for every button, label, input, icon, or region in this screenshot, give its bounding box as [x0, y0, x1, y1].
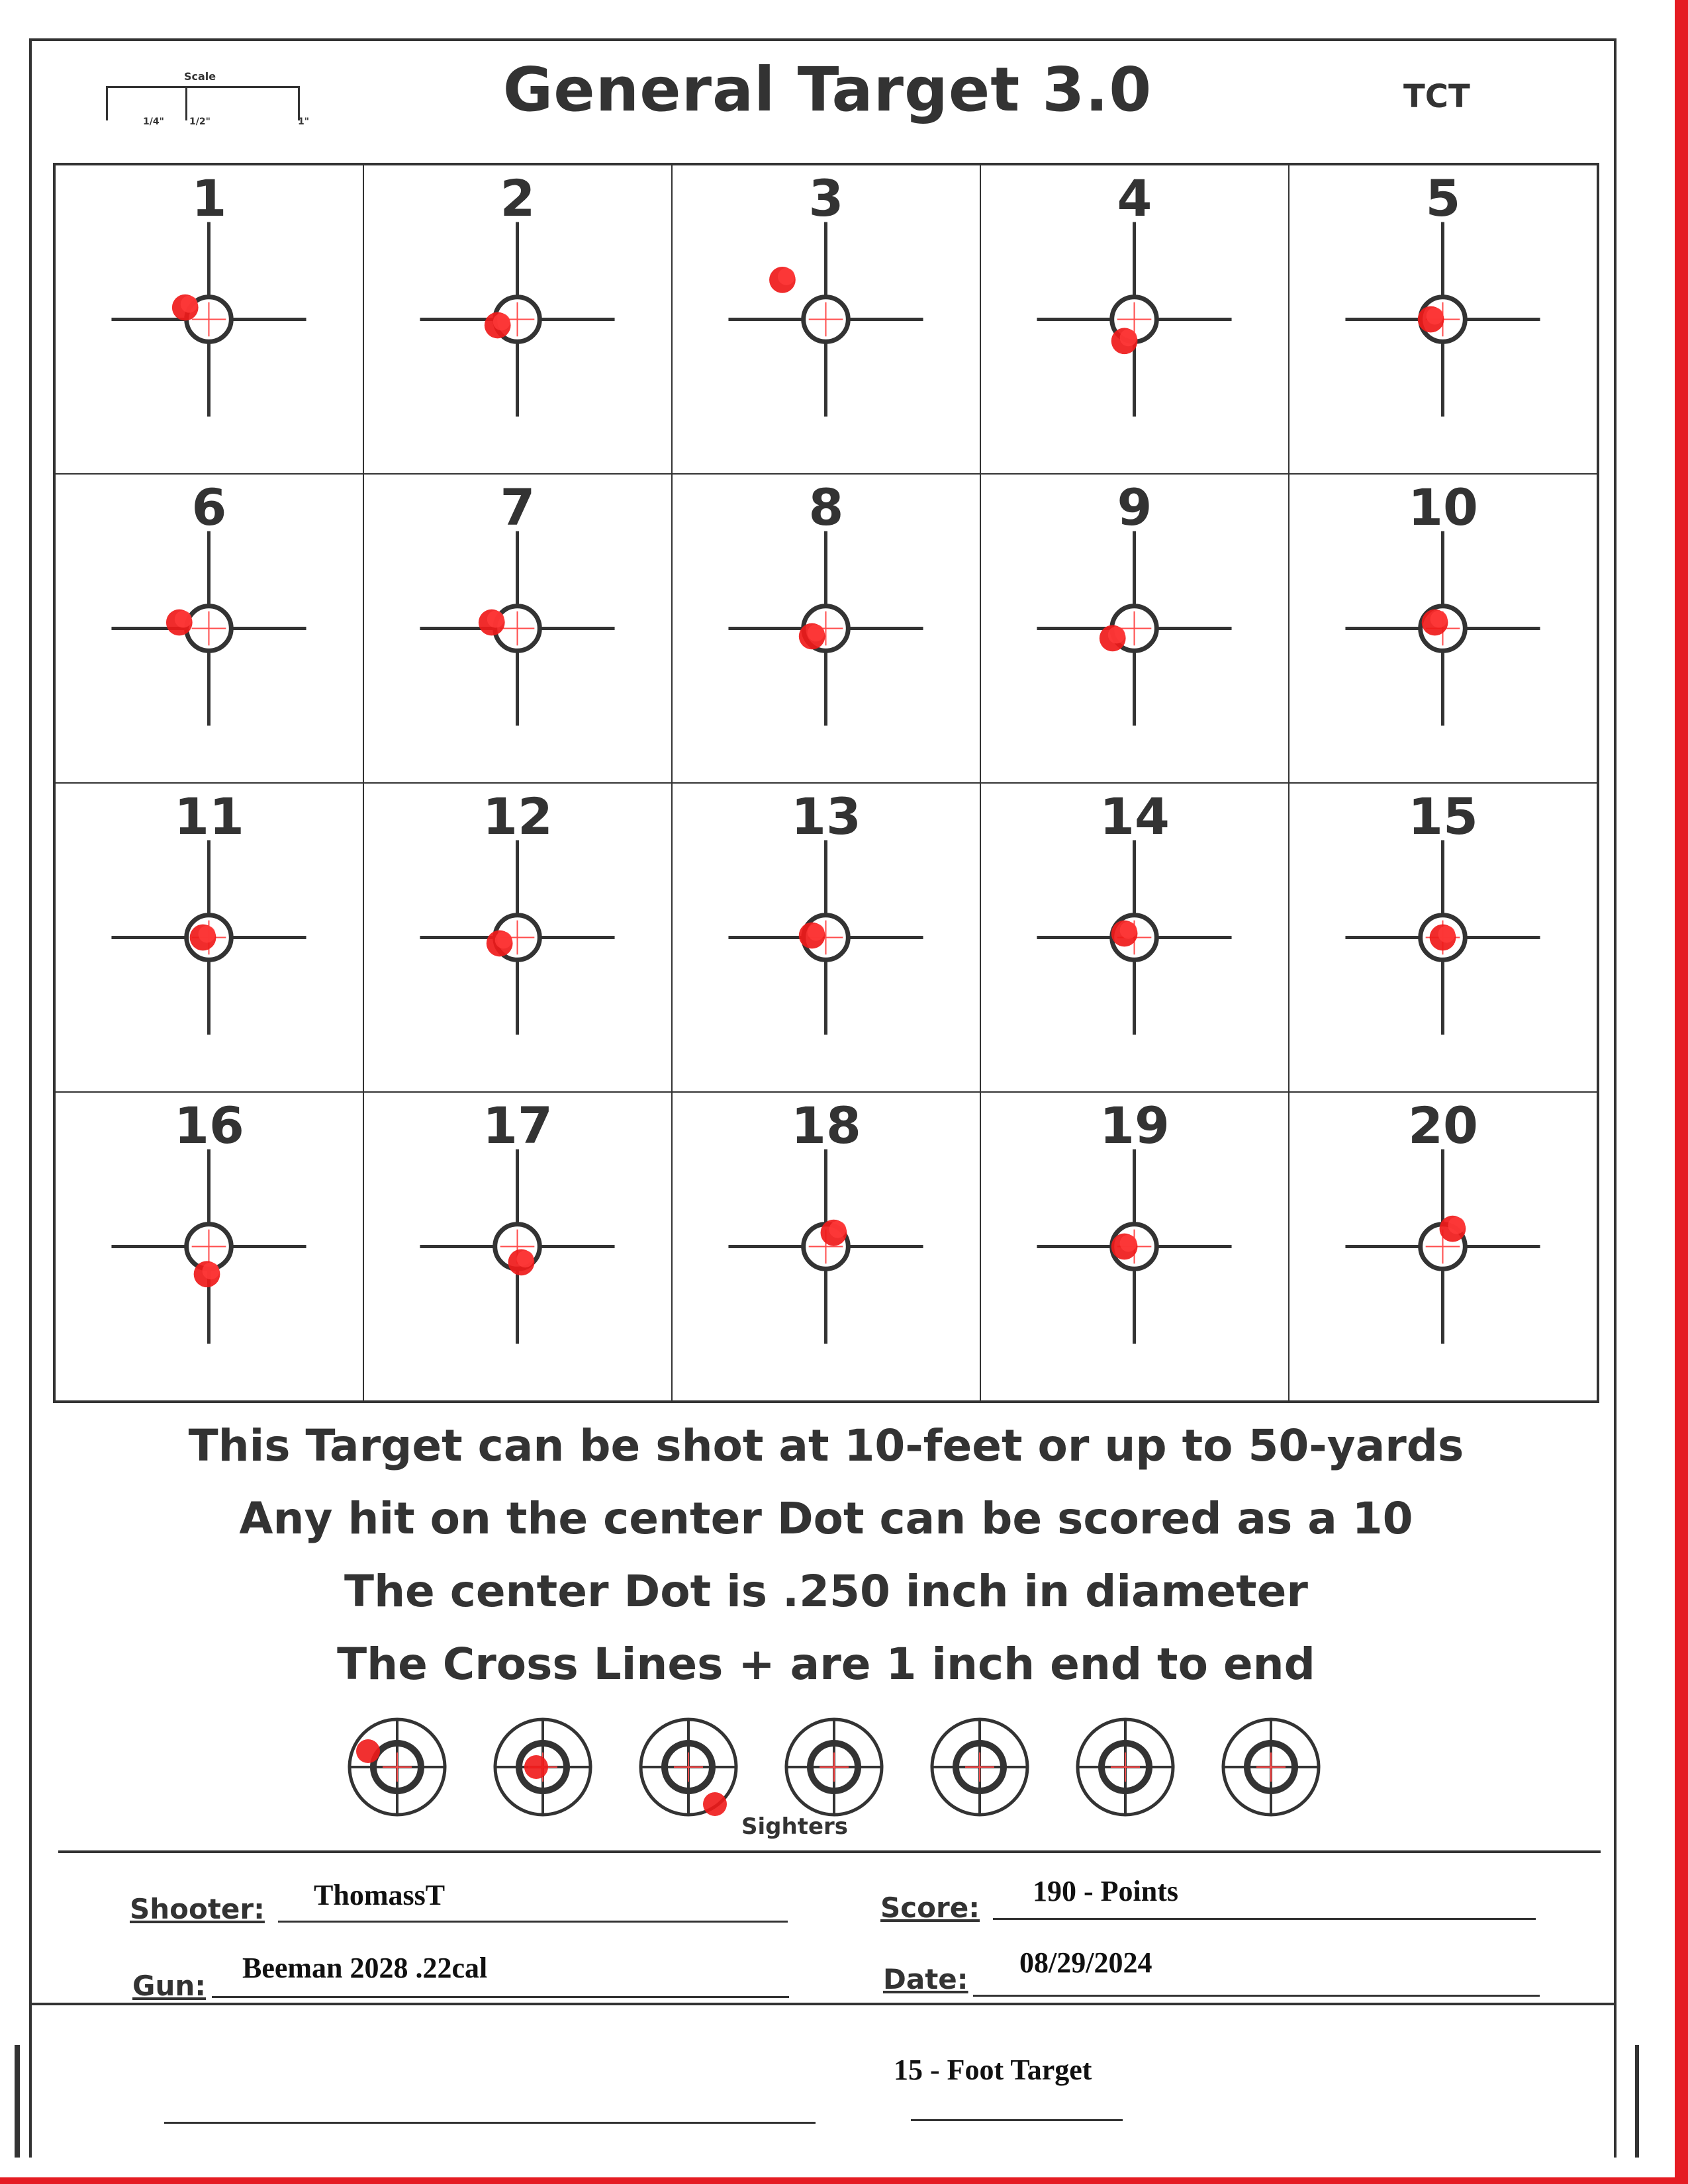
- target-crosshair: [673, 1093, 980, 1400]
- pellet-hit-fray: [199, 926, 216, 943]
- scale-tick: [185, 86, 187, 120]
- target-cell-19: [980, 1092, 1289, 1401]
- scale-ruler: [106, 66, 318, 132]
- scale-bar: [106, 86, 298, 88]
- date-label: Date:: [883, 1963, 968, 1995]
- target-number: 13: [791, 787, 861, 846]
- pellet-hit-fray: [1120, 1235, 1137, 1252]
- target-crosshair: [981, 165, 1288, 473]
- sighters-label: Sighters: [741, 1813, 849, 1840]
- pellet-hit-fray: [808, 924, 825, 941]
- red-edge-strip: [1675, 0, 1688, 2184]
- target-number: 15: [1408, 787, 1478, 846]
- score-label: Score:: [880, 1891, 980, 1924]
- gun-line: [212, 1996, 789, 1998]
- sheet-edge-right: [1614, 2005, 1619, 2158]
- date-value[interactable]: 08/29/2024: [1019, 1946, 1152, 1979]
- scale-tick-label: 1/2": [189, 116, 211, 127]
- target-cell-14: [980, 783, 1289, 1092]
- target-number: 2: [500, 169, 536, 228]
- target-crosshair: [673, 475, 980, 782]
- pellet-hit-fray: [175, 611, 192, 628]
- target-crosshair: [364, 1093, 671, 1400]
- pellet-hit-fray: [1438, 926, 1456, 943]
- target-number: 1: [191, 169, 227, 228]
- target-crosshair: [56, 784, 363, 1091]
- scale-tick-label: 1": [298, 116, 310, 127]
- target-crosshair: [364, 784, 671, 1091]
- sighter-hit: [356, 1739, 380, 1763]
- sheet-edge-left: [29, 2005, 71, 2158]
- pellet-hit-fray: [808, 625, 825, 642]
- sighter-target: [490, 1714, 596, 1820]
- target-cell-13: [672, 783, 980, 1092]
- target-crosshair: [364, 165, 671, 473]
- target-number: 5: [1425, 169, 1461, 228]
- target-grid: [53, 163, 1599, 1403]
- target-cell-17: [363, 1092, 672, 1401]
- instruction-line: This Target can be shot at 10-feet or up to 50-yards: [188, 1420, 1464, 1471]
- target-crosshair: [1289, 784, 1597, 1091]
- pellet-hit-fray: [493, 314, 510, 331]
- pellet-hit-fray: [495, 932, 512, 949]
- gun-value[interactable]: Beeman 2028 .22cal: [242, 1952, 488, 1984]
- pellet-hit-fray: [487, 611, 504, 628]
- score-line: [993, 1918, 1536, 1920]
- pellet-hit-fray: [778, 268, 795, 285]
- target-number: 16: [174, 1096, 244, 1155]
- target-crosshair: [981, 475, 1288, 782]
- pellet-hit-fray: [1430, 611, 1448, 628]
- target-cell-16: [55, 1092, 363, 1401]
- target-cell-15: [1289, 783, 1597, 1092]
- target-number: 17: [483, 1096, 553, 1155]
- sighter-target: [1072, 1714, 1178, 1820]
- target-crosshair: [1289, 165, 1597, 473]
- pellet-hit-fray: [181, 296, 198, 313]
- target-number: 8: [808, 478, 844, 537]
- target-crosshair: [673, 165, 980, 473]
- target-cell-3: [672, 165, 980, 474]
- target-cell-11: [55, 783, 363, 1092]
- sighter-target: [1218, 1714, 1324, 1820]
- instruction-line: The Cross Lines + are 1 inch end to end: [337, 1639, 1315, 1690]
- target-crosshair: [1289, 475, 1597, 782]
- sighter-target: [344, 1714, 450, 1820]
- target-number: 7: [500, 478, 536, 537]
- target-cell-5: [1289, 165, 1597, 474]
- extra-line-right: [911, 2119, 1123, 2121]
- target-crosshair: [981, 784, 1288, 1091]
- target-cell-4: [980, 165, 1289, 474]
- target-crosshair: [981, 1093, 1288, 1400]
- target-cell-1: [55, 165, 363, 474]
- target-distance-note[interactable]: 15 - Foot Target: [894, 2054, 1092, 2086]
- target-number: 20: [1408, 1096, 1478, 1155]
- target-crosshair: [56, 475, 363, 782]
- pellet-hit-fray: [1108, 627, 1125, 644]
- target-number: 12: [483, 787, 553, 846]
- target-crosshair: [364, 475, 671, 782]
- date-line: [973, 1995, 1540, 1997]
- target-number: 14: [1100, 787, 1170, 846]
- shooter-label: Shooter:: [130, 1893, 265, 1925]
- target-crosshair: [673, 784, 980, 1091]
- pellet-hit-fray: [1427, 308, 1444, 325]
- target-number: 3: [808, 169, 844, 228]
- target-number: 4: [1117, 169, 1152, 228]
- sighter-target: [635, 1714, 741, 1820]
- pellet-hit-fray: [1448, 1217, 1465, 1234]
- sighter-target: [927, 1714, 1033, 1820]
- scale-tick-label: 1/4": [143, 116, 164, 127]
- target-cell-9: [980, 474, 1289, 783]
- shooter-value[interactable]: ThomassT: [314, 1879, 445, 1911]
- pellet-hit-fray: [1120, 329, 1137, 346]
- target-cell-8: [672, 474, 980, 783]
- target-cell-2: [363, 165, 672, 474]
- red-bottom-strip: [0, 2177, 1688, 2184]
- target-crosshair: [1289, 1093, 1597, 1400]
- target-cell-6: [55, 474, 363, 783]
- target-cell-18: [672, 1092, 980, 1401]
- target-number: 18: [791, 1096, 861, 1155]
- target-cell-20: [1289, 1092, 1597, 1401]
- target-cell-10: [1289, 474, 1597, 783]
- pellet-hit-fray: [517, 1250, 534, 1267]
- instruction-line: Any hit on the center Dot can be scored as a 10: [239, 1493, 1413, 1544]
- pellet-hit-fray: [1120, 922, 1137, 939]
- sheet-edge-left-outer: [15, 2045, 33, 2158]
- target-crosshair: [56, 165, 363, 473]
- target-crosshair: [56, 1093, 363, 1400]
- sheet-edge-right-outer: [1635, 2045, 1642, 2158]
- target-number: 6: [191, 478, 227, 537]
- target-number: 9: [1117, 478, 1152, 537]
- instructions: [53, 1410, 1599, 1701]
- score-value[interactable]: 190 - Points: [1033, 1875, 1178, 1907]
- target-cell-12: [363, 783, 672, 1092]
- scale-label: Scale: [184, 70, 216, 83]
- sighter-target: [781, 1714, 887, 1820]
- sighter-hit: [524, 1755, 548, 1779]
- scale-tick: [106, 86, 108, 120]
- target-number: 10: [1408, 478, 1478, 537]
- scale-tick: [298, 86, 300, 120]
- form-divider: [58, 1850, 1601, 1853]
- pellet-hit-fray: [829, 1221, 846, 1238]
- target-cell-7: [363, 474, 672, 783]
- pellet-hit-fray: [203, 1262, 220, 1279]
- page-title: General Target 3.0: [502, 54, 1152, 125]
- shooter-line: [278, 1921, 788, 1923]
- brand-mark: TCT: [1403, 78, 1470, 115]
- target-number: 11: [174, 787, 244, 846]
- extra-line-left: [164, 2122, 816, 2124]
- sighter-hit: [703, 1792, 727, 1816]
- target-number: 19: [1100, 1096, 1170, 1155]
- gun-label: Gun:: [132, 1970, 207, 2002]
- instruction-line: The center Dot is .250 inch in diameter: [344, 1566, 1308, 1617]
